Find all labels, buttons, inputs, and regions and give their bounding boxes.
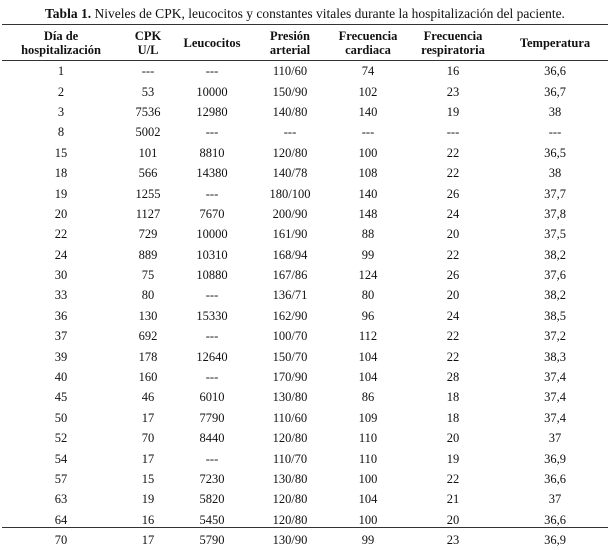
- cell-respiratory-rate: 28: [404, 367, 502, 387]
- cell-heart-rate: 88: [332, 224, 404, 244]
- cell-cpk: 889: [120, 245, 176, 265]
- cell-respiratory-rate: 22: [404, 346, 502, 366]
- table-row: [2, 428, 608, 448]
- cell-heart-rate: 104: [332, 367, 404, 387]
- cell-respiratory-rate: 18: [404, 408, 502, 428]
- cell-leukocytes: 7670: [176, 204, 248, 224]
- cell-respiratory-rate: ---: [404, 122, 502, 142]
- header-leukocytes-line: Leucocitos: [184, 36, 241, 50]
- cell-heart-rate: 86: [332, 387, 404, 407]
- cell-cpk: 19: [120, 489, 176, 509]
- cell-blood-pressure: 110/60: [248, 61, 332, 82]
- cell-cpk: 160: [120, 367, 176, 387]
- cell-cpk: 17: [120, 530, 176, 550]
- cell-temperature: 37,8: [502, 204, 608, 224]
- cell-respiratory-rate: 19: [404, 102, 502, 122]
- table-row: [2, 61, 608, 82]
- cell-cpk: 75: [120, 265, 176, 285]
- cell-heart-rate: 100: [332, 143, 404, 163]
- cell-leukocytes: ---: [176, 122, 248, 142]
- cell-heart-rate: 96: [332, 306, 404, 326]
- cell-blood-pressure: 130/80: [248, 469, 332, 489]
- cell-respiratory-rate: 20: [404, 510, 502, 530]
- cell-cpk: 1127: [120, 204, 176, 224]
- cell-temperature: 36,7: [502, 81, 608, 101]
- cell-cpk: ---: [120, 61, 176, 82]
- cell-leukocytes: 5820: [176, 489, 248, 509]
- table-header: [2, 25, 608, 61]
- table-row: [2, 224, 608, 244]
- header-cpk-line: CPK: [135, 29, 161, 43]
- cell-blood-pressure: ---: [248, 122, 332, 142]
- table-row: [2, 81, 608, 101]
- cell-temperature: 37,6: [502, 265, 608, 285]
- cell-leukocytes: 5790: [176, 530, 248, 550]
- cell-blood-pressure: 150/70: [248, 346, 332, 366]
- cell-heart-rate: 100: [332, 510, 404, 530]
- cell-heart-rate: 108: [332, 163, 404, 183]
- cell-day: 19: [2, 183, 120, 203]
- cell-heart-rate: 140: [332, 102, 404, 122]
- cell-heart-rate: 110: [332, 448, 404, 468]
- cell-temperature: 37,5: [502, 224, 608, 244]
- cell-temperature: 38,2: [502, 245, 608, 265]
- cell-day: 50: [2, 408, 120, 428]
- cell-leukocytes: 10000: [176, 81, 248, 101]
- table-row: [2, 387, 608, 407]
- cell-cpk: 17: [120, 448, 176, 468]
- cell-leukocytes: 5450: [176, 510, 248, 530]
- table-row: [2, 530, 608, 550]
- header-temperature-line: Temperatura: [520, 36, 590, 50]
- cell-blood-pressure: 120/80: [248, 489, 332, 509]
- cell-temperature: 38,2: [502, 285, 608, 305]
- cell-cpk: 80: [120, 285, 176, 305]
- cell-respiratory-rate: 21: [404, 489, 502, 509]
- cell-blood-pressure: 100/70: [248, 326, 332, 346]
- header-blood-pressure-line: Presión: [270, 29, 310, 43]
- cell-blood-pressure: 140/80: [248, 102, 332, 122]
- cell-heart-rate: 99: [332, 245, 404, 265]
- table-bottom-rule: [2, 527, 608, 528]
- cell-leukocytes: 14380: [176, 163, 248, 183]
- cell-leukocytes: ---: [176, 367, 248, 387]
- cell-heart-rate: 104: [332, 489, 404, 509]
- header-respiratory-rate-line: Frecuencia: [424, 29, 483, 43]
- cell-respiratory-rate: 20: [404, 224, 502, 244]
- cell-cpk: 178: [120, 346, 176, 366]
- table-row: [2, 326, 608, 346]
- cell-temperature: 36,6: [502, 469, 608, 489]
- cell-temperature: 38,5: [502, 306, 608, 326]
- cell-leukocytes: 7790: [176, 408, 248, 428]
- cell-day: 57: [2, 469, 120, 489]
- table-row: [2, 346, 608, 366]
- cell-leukocytes: 15330: [176, 306, 248, 326]
- cell-blood-pressure: 120/80: [248, 428, 332, 448]
- cell-cpk: 101: [120, 143, 176, 163]
- cell-temperature: 36,9: [502, 530, 608, 550]
- table-body: [2, 61, 608, 550]
- cell-temperature: 38,3: [502, 346, 608, 366]
- cell-heart-rate: 109: [332, 408, 404, 428]
- cell-cpk: 70: [120, 428, 176, 448]
- cell-leukocytes: ---: [176, 61, 248, 82]
- cell-heart-rate: 104: [332, 346, 404, 366]
- table-row: [2, 163, 608, 183]
- cell-leukocytes: 8440: [176, 428, 248, 448]
- cell-blood-pressure: 140/78: [248, 163, 332, 183]
- cell-respiratory-rate: 24: [404, 204, 502, 224]
- header-respiratory-rate: [404, 25, 502, 61]
- cell-heart-rate: 100: [332, 469, 404, 489]
- cell-blood-pressure: 168/94: [248, 245, 332, 265]
- header-cpk: [120, 25, 176, 61]
- cell-leukocytes: ---: [176, 326, 248, 346]
- table-caption-text: Niveles de CPK, leucocitos y constantes vitales durante la hospitalización del paciente.: [91, 6, 565, 21]
- header-heart-rate: [332, 25, 404, 61]
- cell-day: 64: [2, 510, 120, 530]
- header-blood-pressure-line: arterial: [270, 43, 310, 57]
- table-row: [2, 285, 608, 305]
- table-row: [2, 204, 608, 224]
- cell-leukocytes: 10000: [176, 224, 248, 244]
- cell-day: 8: [2, 122, 120, 142]
- cell-heart-rate: 140: [332, 183, 404, 203]
- cell-temperature: 37,4: [502, 387, 608, 407]
- cell-temperature: 36,6: [502, 61, 608, 82]
- cell-respiratory-rate: 22: [404, 143, 502, 163]
- cell-respiratory-rate: 20: [404, 285, 502, 305]
- cell-respiratory-rate: 16: [404, 61, 502, 82]
- header-day: [2, 25, 120, 61]
- cell-day: 3: [2, 102, 120, 122]
- cell-leukocytes: ---: [176, 183, 248, 203]
- cell-day: 1: [2, 61, 120, 82]
- cell-day: 36: [2, 306, 120, 326]
- cell-respiratory-rate: 24: [404, 306, 502, 326]
- cell-temperature: 37,4: [502, 408, 608, 428]
- table-row: [2, 469, 608, 489]
- cell-blood-pressure: 162/90: [248, 306, 332, 326]
- cell-cpk: 16: [120, 510, 176, 530]
- cell-day: 52: [2, 428, 120, 448]
- cell-blood-pressure: 130/90: [248, 530, 332, 550]
- cell-temperature: 36,6: [502, 510, 608, 530]
- data-table: [2, 25, 608, 550]
- cell-day: 37: [2, 326, 120, 346]
- table-row: [2, 183, 608, 203]
- cell-blood-pressure: 200/90: [248, 204, 332, 224]
- cell-blood-pressure: 136/71: [248, 285, 332, 305]
- cell-heart-rate: 102: [332, 81, 404, 101]
- cell-temperature: 36,9: [502, 448, 608, 468]
- cell-cpk: 15: [120, 469, 176, 489]
- cell-temperature: 37: [502, 428, 608, 448]
- cell-heart-rate: 74: [332, 61, 404, 82]
- cell-heart-rate: 99: [332, 530, 404, 550]
- table-row: [2, 367, 608, 387]
- cell-respiratory-rate: 22: [404, 326, 502, 346]
- cell-temperature: 36,5: [502, 143, 608, 163]
- table-row: [2, 448, 608, 468]
- cell-respiratory-rate: 22: [404, 469, 502, 489]
- cell-respiratory-rate: 22: [404, 245, 502, 265]
- table-header-row: [2, 25, 608, 61]
- cell-temperature: 37: [502, 489, 608, 509]
- table-row: [2, 245, 608, 265]
- cell-leukocytes: 8810: [176, 143, 248, 163]
- table-row: [2, 306, 608, 326]
- cell-cpk: 566: [120, 163, 176, 183]
- cell-respiratory-rate: 26: [404, 183, 502, 203]
- cell-leukocytes: ---: [176, 448, 248, 468]
- table-row: [2, 122, 608, 142]
- cell-day: 30: [2, 265, 120, 285]
- header-respiratory-rate-line: respiratoria: [421, 43, 485, 57]
- cell-day: 45: [2, 387, 120, 407]
- cell-temperature: 37,7: [502, 183, 608, 203]
- cell-cpk: 46: [120, 387, 176, 407]
- cell-respiratory-rate: 18: [404, 387, 502, 407]
- cell-leukocytes: 7230: [176, 469, 248, 489]
- cell-leukocytes: 10880: [176, 265, 248, 285]
- cell-heart-rate: ---: [332, 122, 404, 142]
- cell-cpk: 7536: [120, 102, 176, 122]
- cell-day: 33: [2, 285, 120, 305]
- cell-leukocytes: 12640: [176, 346, 248, 366]
- cell-heart-rate: 148: [332, 204, 404, 224]
- cell-temperature: 37,2: [502, 326, 608, 346]
- cell-temperature: 38: [502, 102, 608, 122]
- header-leukocytes: [176, 25, 248, 61]
- cell-respiratory-rate: 23: [404, 530, 502, 550]
- cell-heart-rate: 110: [332, 428, 404, 448]
- cell-leukocytes: ---: [176, 285, 248, 305]
- cell-respiratory-rate: 19: [404, 448, 502, 468]
- cell-leukocytes: 6010: [176, 387, 248, 407]
- header-blood-pressure: [248, 25, 332, 61]
- cell-cpk: 17: [120, 408, 176, 428]
- header-day-line: Día de: [44, 29, 78, 43]
- cell-heart-rate: 112: [332, 326, 404, 346]
- table-row: [2, 489, 608, 509]
- header-cpk-line: U/L: [138, 43, 159, 57]
- cell-day: 24: [2, 245, 120, 265]
- cell-respiratory-rate: 22: [404, 163, 502, 183]
- cell-respiratory-rate: 26: [404, 265, 502, 285]
- cell-blood-pressure: 120/80: [248, 510, 332, 530]
- table-caption: [0, 6, 610, 22]
- cell-day: 70: [2, 530, 120, 550]
- cell-blood-pressure: 110/70: [248, 448, 332, 468]
- cell-temperature: 38: [502, 163, 608, 183]
- cell-blood-pressure: 120/80: [248, 143, 332, 163]
- table-row: [2, 408, 608, 428]
- cell-day: 15: [2, 143, 120, 163]
- cell-heart-rate: 80: [332, 285, 404, 305]
- cell-blood-pressure: 180/100: [248, 183, 332, 203]
- cell-leukocytes: 12980: [176, 102, 248, 122]
- table-caption-label: Tabla 1.: [45, 6, 91, 21]
- cell-cpk: 692: [120, 326, 176, 346]
- cell-blood-pressure: 170/90: [248, 367, 332, 387]
- cell-temperature: ---: [502, 122, 608, 142]
- cell-cpk: 53: [120, 81, 176, 101]
- cell-cpk: 1255: [120, 183, 176, 203]
- cell-day: 20: [2, 204, 120, 224]
- cell-day: 40: [2, 367, 120, 387]
- cell-day: 39: [2, 346, 120, 366]
- cell-day: 2: [2, 81, 120, 101]
- header-heart-rate-line: Frecuencia: [339, 29, 398, 43]
- cell-blood-pressure: 167/86: [248, 265, 332, 285]
- cell-leukocytes: 10310: [176, 245, 248, 265]
- cell-cpk: 5002: [120, 122, 176, 142]
- cell-respiratory-rate: 23: [404, 81, 502, 101]
- cell-blood-pressure: 130/80: [248, 387, 332, 407]
- header-day-line: hospitalización: [21, 43, 101, 57]
- cell-day: 54: [2, 448, 120, 468]
- header-temperature: [502, 25, 608, 61]
- cell-temperature: 37,4: [502, 367, 608, 387]
- header-heart-rate-line: cardiaca: [345, 43, 391, 57]
- table-row: [2, 143, 608, 163]
- table-row: [2, 102, 608, 122]
- cell-blood-pressure: 150/90: [248, 81, 332, 101]
- cell-cpk: 729: [120, 224, 176, 244]
- cell-day: 63: [2, 489, 120, 509]
- cell-blood-pressure: 161/90: [248, 224, 332, 244]
- table-row: [2, 265, 608, 285]
- cell-cpk: 130: [120, 306, 176, 326]
- cell-day: 18: [2, 163, 120, 183]
- cell-blood-pressure: 110/60: [248, 408, 332, 428]
- cell-day: 22: [2, 224, 120, 244]
- cell-heart-rate: 124: [332, 265, 404, 285]
- cell-respiratory-rate: 20: [404, 428, 502, 448]
